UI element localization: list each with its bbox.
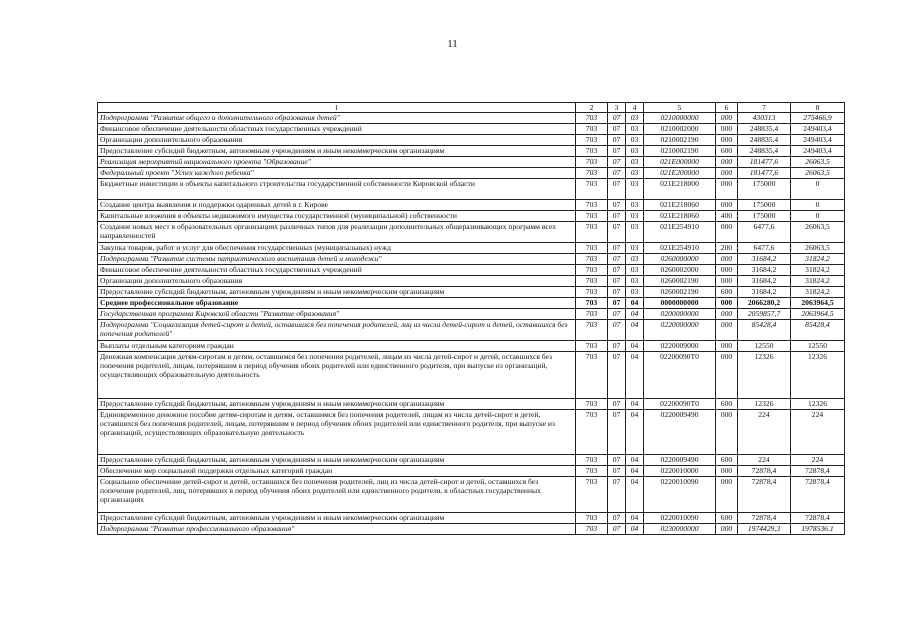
col-target-article: 0220009490 [644,455,716,466]
table-row [98,211,845,222]
col-amount-year1: 248835,4 [738,135,791,146]
col-subsection: 04 [626,410,644,455]
col-amount-year2: 31824,2 [791,254,845,265]
col-subsection: 03 [626,168,644,179]
col-target-article: 021E254910 [644,243,716,254]
table-row [98,146,845,157]
table-row [98,243,845,254]
col-target-article: 0230000000 [644,524,716,535]
col-ministry: 703 [576,222,608,243]
col-amount-year1: 72878,4 [738,513,791,524]
col-amount-year1: 31684,2 [738,265,791,276]
col-name: Подпрограмма "Развитие системы патриотического воспитания детей и молодежи" [98,254,576,265]
col-amount-year1: 224 [738,410,791,455]
col-section: 07 [608,287,626,298]
col-name: Среднее профессиональное образование [98,298,576,309]
col-expense-type: 600 [716,513,738,524]
col-expense-type: 600 [716,455,738,466]
col-target-article: 021E218060 [644,200,716,211]
budget-table [97,102,845,535]
col-ministry: 703 [576,254,608,265]
col-section: 07 [608,146,626,157]
col-amount-year1: 175000 [738,211,791,222]
col-name: Бюджетные инвестиции в объекты капитального строительства государственной собственности Кировской области [98,179,576,200]
col-amount-year1: 175000 [738,200,791,211]
col-ministry: 703 [576,146,608,157]
col-expense-type: 000 [716,157,738,168]
col-amount-year2: 249403,4 [791,135,845,146]
table-row [98,341,845,352]
table-row [98,410,845,455]
col-name: Федеральный проект "Успех каждого ребенка" [98,168,576,179]
col-expense-type: 000 [716,320,738,341]
col-subsection: 04 [626,298,644,309]
table-row [98,222,845,243]
table-row [98,466,845,477]
col-section: 07 [608,341,626,352]
col-section: 07 [608,211,626,222]
col-subsection: 04 [626,399,644,410]
col-expense-type: 000 [716,168,738,179]
col-ministry: 703 [576,524,608,535]
col-name: Финансовое обеспечение деятельности областных государственных учреждений [98,124,576,135]
col-name: Организации дополнительного образования [98,276,576,287]
col-target-article: 0260000000 [644,254,716,265]
col-expense-type: 000 [716,265,738,276]
col-amount-year1: 31684,2 [738,276,791,287]
col-amount-year1: 12550 [738,341,791,352]
col-name: Финансовое обеспечение деятельности областных государственных учреждений [98,265,576,276]
col-section: 07 [608,222,626,243]
col-target-article: 021E200000 [644,168,716,179]
header-cell-1: 1 [98,103,576,113]
col-ministry: 703 [576,200,608,211]
col-subsection: 04 [626,320,644,341]
col-section: 07 [608,524,626,535]
col-name: Подпрограмма "Развитие общего и дополнительного образования детей" [98,113,576,124]
col-name: Предоставление субсидий бюджетным, автономным учреждениям и иным некоммерческим организациям [98,146,576,157]
col-expense-type: 000 [716,466,738,477]
col-section: 07 [608,157,626,168]
col-subsection: 03 [626,211,644,222]
header-cell-6: 6 [716,103,738,113]
col-name: Социальное обеспечение детей-сирот и детей, оставшихся без попечения родителей, лиц из числа детей-сирот и детей, оставшихся без попечения родителей, лиц, потерявших в период обучения обоих родителей или единственного родителя, в областных государственных организациях [98,477,576,513]
col-amount-year1: 6477,6 [738,243,791,254]
col-amount-year2: 26063,5 [791,157,845,168]
col-amount-year2: 31824,2 [791,265,845,276]
col-amount-year1: 31684,2 [738,287,791,298]
col-subsection: 04 [626,341,644,352]
col-section: 07 [608,276,626,287]
col-name: Предоставление субсидий бюджетным, автономным учреждениям и иным некоммерческим организациям [98,399,576,410]
header-cell-5: 5 [644,103,716,113]
col-ministry: 703 [576,135,608,146]
col-amount-year1: 2059857,7 [738,309,791,320]
col-amount-year1: 430313 [738,113,791,124]
col-expense-type: 000 [716,298,738,309]
col-ministry: 703 [576,466,608,477]
col-amount-year1: 2066280,2 [738,298,791,309]
col-subsection: 04 [626,513,644,524]
col-expense-type: 000 [716,113,738,124]
col-expense-type: 000 [716,254,738,265]
col-subsection: 04 [626,466,644,477]
col-target-article: 02200090Т0 [644,399,716,410]
col-target-article: 0260002000 [644,265,716,276]
col-subsection: 03 [626,243,644,254]
col-amount-year2: 31824,2 [791,287,845,298]
col-target-article: 0260002190 [644,276,716,287]
col-ministry: 703 [576,265,608,276]
col-section: 07 [608,265,626,276]
col-expense-type: 000 [716,222,738,243]
table-row [98,399,845,410]
table-row [98,168,845,179]
col-amount-year2: 31824,2 [791,276,845,287]
col-expense-type: 200 [716,243,738,254]
col-amount-year1: 31684,2 [738,254,791,265]
col-section: 07 [608,477,626,513]
col-target-article: 0210002190 [644,135,716,146]
col-section: 07 [608,298,626,309]
table-row [98,179,845,200]
table-row [98,309,845,320]
col-name: Реализация мероприятий национального проекта "Образование" [98,157,576,168]
col-target-article: 0260002190 [644,287,716,298]
col-expense-type: 000 [716,309,738,320]
col-amount-year1: 175000 [738,179,791,200]
col-amount-year1: 6477,6 [738,222,791,243]
col-target-article: 0210000000 [644,113,716,124]
col-section: 07 [608,200,626,211]
col-ministry: 703 [576,309,608,320]
col-amount-year2: 224 [791,455,845,466]
col-expense-type: 000 [716,410,738,455]
col-name: Подпрограмма "Социализация детей-сирот и детей, оставшихся без попечения родителей, лиц из числа детей-сирот и детей, оставшихся без попечения родителей" [98,320,576,341]
col-target-article: 0210002190 [644,146,716,157]
col-amount-year2: 0 [791,200,845,211]
col-subsection: 04 [626,309,644,320]
col-amount-year1: 72878,4 [738,466,791,477]
col-ministry: 703 [576,124,608,135]
col-target-article: 02200090Т0 [644,352,716,399]
col-expense-type: 000 [716,276,738,287]
table-row [98,298,845,309]
col-section: 07 [608,320,626,341]
col-ministry: 703 [576,113,608,124]
col-name: Закупка товаров, работ и услуг для обеспечения государственных (муниципальных) нужд [98,243,576,254]
col-target-article: 0220000000 [644,320,716,341]
col-target-article: 0220010090 [644,513,716,524]
col-amount-year2: 0 [791,211,845,222]
table-row [98,200,845,211]
page-number: 11 [447,38,458,50]
col-amount-year2: 224 [791,410,845,455]
col-amount-year2: 26063,5 [791,222,845,243]
col-amount-year1: 72878,4 [738,477,791,513]
col-amount-year1: 248835,4 [738,146,791,157]
col-subsection: 04 [626,455,644,466]
col-amount-year2: 1978536,1 [791,524,845,535]
table-row [98,113,845,124]
table-row [98,254,845,265]
col-section: 07 [608,113,626,124]
col-ministry: 703 [576,287,608,298]
col-subsection: 03 [626,276,644,287]
col-amount-year2: 12550 [791,341,845,352]
col-name: Государственная программа Кировской области "Развитие образования" [98,309,576,320]
col-section: 07 [608,513,626,524]
table-row [98,513,845,524]
col-target-article: 0220010000 [644,466,716,477]
col-section: 07 [608,124,626,135]
table-row [98,477,845,513]
col-ministry: 703 [576,477,608,513]
col-expense-type: 000 [716,341,738,352]
header-cell-4: 4 [626,103,644,113]
col-ministry: 703 [576,276,608,287]
col-name: Предоставление субсидий бюджетным, автономным учреждениям и иным некоммерческим организациям [98,287,576,298]
col-ministry: 703 [576,179,608,200]
table-row [98,276,845,287]
col-subsection: 03 [626,265,644,276]
col-name: Подпрограмма "Развитие профессионального образования" [98,524,576,535]
col-amount-year2: 72878,4 [791,513,845,524]
col-amount-year2: 85428,4 [791,320,845,341]
col-section: 07 [608,399,626,410]
col-name: Создание новых мест в образовательных организациях различных типов для реализации дополнительных общеразвивающих программ всех направленностей [98,222,576,243]
col-subsection: 03 [626,179,644,200]
col-subsection: 04 [626,352,644,399]
col-subsection: 04 [626,477,644,513]
col-amount-year1: 181477,6 [738,157,791,168]
col-target-article: 021E218000 [644,179,716,200]
col-ministry: 703 [576,399,608,410]
col-expense-type: 000 [716,352,738,399]
col-expense-type: 600 [716,146,738,157]
col-expense-type: 000 [716,135,738,146]
col-ministry: 703 [576,341,608,352]
col-amount-year1: 224 [738,455,791,466]
col-amount-year2: 249403,4 [791,146,845,157]
col-section: 07 [608,309,626,320]
col-amount-year1: 248835,4 [738,124,791,135]
col-expense-type: 400 [716,211,738,222]
table-header-row [98,103,845,113]
col-target-article: 0210002000 [644,124,716,135]
col-target-article: 021E254910 [644,222,716,243]
header-cell-3: 3 [608,103,626,113]
col-ministry: 703 [576,157,608,168]
col-section: 07 [608,466,626,477]
header-cell-7: 7 [738,103,791,113]
col-ministry: 703 [576,513,608,524]
col-expense-type: 000 [716,179,738,200]
col-target-article: 021E000000 [644,157,716,168]
col-subsection: 03 [626,157,644,168]
col-amount-year2: 249403,4 [791,124,845,135]
col-amount-year2: 275466,9 [791,113,845,124]
header-cell-8: 8 [791,103,845,113]
col-amount-year2: 72878,4 [791,477,845,513]
col-expense-type: 000 [716,124,738,135]
col-ministry: 703 [576,320,608,341]
col-name: Капитальные вложения в объекты недвижимого имущества государственной (муниципальной) собственности [98,211,576,222]
col-ministry: 703 [576,410,608,455]
table-row [98,287,845,298]
col-subsection: 03 [626,124,644,135]
col-ministry: 703 [576,352,608,399]
col-expense-type: 000 [716,200,738,211]
col-target-article: 0000000000 [644,298,716,309]
table-row [98,352,845,399]
table-row [98,157,845,168]
col-amount-year2: 26063,5 [791,243,845,254]
col-target-article: 021E218060 [644,211,716,222]
table-row [98,320,845,341]
col-subsection: 03 [626,146,644,157]
col-expense-type: 000 [716,524,738,535]
col-amount-year1: 181477,6 [738,168,791,179]
col-amount-year2: 2063964,5 [791,309,845,320]
table-row [98,135,845,146]
header-cell-2: 2 [576,103,608,113]
col-amount-year1: 1974429,3 [738,524,791,535]
table-row [98,524,845,535]
col-name: Единовременное денежное пособие детям-сиротам и детям, оставшимся без попечения родителей, лицам из числа детей-сирот и детей, оставшихся без попечения родителей, лицам, потерявшим в период обучения обоих родителей или единственного родителя, при выпуске из организаций, осуществляющих образовательную деятельность [98,410,576,455]
col-ministry: 703 [576,298,608,309]
col-section: 07 [608,179,626,200]
col-amount-year2: 2063964,5 [791,298,845,309]
col-amount-year1: 12326 [738,399,791,410]
col-name: Создание центра выявления и поддержки одаренных детей в г. Кирове [98,200,576,211]
col-name: Денежная компенсация детям-сиротам и детям, оставшимся без попечения родителей, лицам из числа детей-сирот и детей, оставшихся без попечения родителей, лицам, потерявшим в период обучения обоих родителей или единственного родителя, при выпуске из организаций, осуществляющих образовательную деятельность [98,352,576,399]
col-amount-year1: 85428,4 [738,320,791,341]
col-name: Организации дополнительного образования [98,135,576,146]
col-section: 07 [608,243,626,254]
col-section: 07 [608,254,626,265]
col-ministry: 703 [576,211,608,222]
col-amount-year2: 0 [791,179,845,200]
col-target-article: 0200000000 [644,309,716,320]
col-section: 07 [608,168,626,179]
col-ministry: 703 [576,243,608,254]
col-expense-type: 600 [716,399,738,410]
col-expense-type: 000 [716,477,738,513]
col-section: 07 [608,135,626,146]
col-subsection: 03 [626,287,644,298]
col-subsection: 03 [626,113,644,124]
col-amount-year2: 12326 [791,399,845,410]
table-row [98,124,845,135]
col-amount-year2: 26063,5 [791,168,845,179]
col-amount-year1: 12326 [738,352,791,399]
table-row [98,265,845,276]
col-subsection: 03 [626,222,644,243]
col-expense-type: 600 [716,287,738,298]
col-amount-year2: 72878,4 [791,466,845,477]
col-section: 07 [608,455,626,466]
col-name: Предоставление субсидий бюджетным, автономным учреждениям и иным некоммерческим организациям [98,513,576,524]
col-name: Выплаты отдельным категориям граждан [98,341,576,352]
col-target-article: 0220009490 [644,410,716,455]
col-amount-year2: 12326 [791,352,845,399]
col-section: 07 [608,410,626,455]
col-subsection: 03 [626,200,644,211]
col-ministry: 703 [576,168,608,179]
col-name: Обеспечение мер социальной поддержки отдельных категорий граждан [98,466,576,477]
col-target-article: 0220009000 [644,341,716,352]
col-ministry: 703 [576,455,608,466]
col-subsection: 03 [626,135,644,146]
col-section: 07 [608,352,626,399]
col-target-article: 0220010090 [644,477,716,513]
col-subsection: 04 [626,524,644,535]
table-row [98,455,845,466]
col-subsection: 03 [626,254,644,265]
col-name: Предоставление субсидий бюджетным, автономным учреждениям и иным некоммерческим организациям [98,455,576,466]
